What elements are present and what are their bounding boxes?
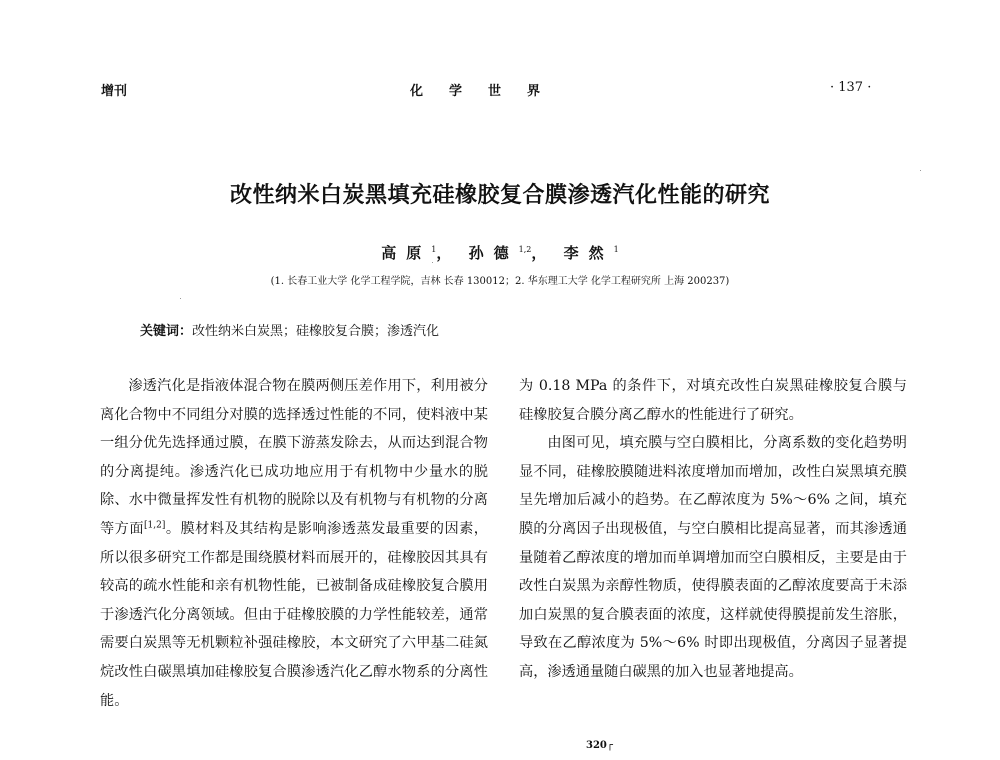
- scan-speck: [180, 298, 181, 299]
- body-column-right: [519, 372, 907, 687]
- author-list: [0, 242, 1000, 263]
- paragraph: [100, 372, 488, 715]
- paragraph: 为 0.18 MPa 的条件下，对填充改性白炭黑硅橡胶复合膜与硅橡胶复合膜分离乙醇水的性能进行了研究。: [519, 378, 907, 423]
- citation-ref: [1,2]: [144, 520, 166, 531]
- keywords: [140, 320, 439, 339]
- author-name: 高原: [381, 244, 432, 262]
- author-name: 孙德: [468, 244, 519, 262]
- paragraph-text: 。膜材料及其结构是影响渗透蒸发最重要的因素，所以很多研究工作都是围绕膜材料而展开的，硅橡胶因其具有较高的疏水性能和亲有机物性能，已被制备成硅橡胶复合膜用于渗透汽化分离领域。但由于硅橡胶膜的力学性能较差，通常需要白炭黑等无机颗粒补强硅橡胶，本文研究了六甲基二硅氮烷改性白碳黑填加硅橡胶复合膜渗透汽化乙醇水物系的分离性能。: [100, 520, 488, 709]
- running-header-left: 增刊: [101, 84, 128, 99]
- author-separator: ，: [531, 244, 547, 262]
- keywords-label: 关键词：: [140, 324, 193, 339]
- author: [564, 242, 619, 263]
- author: [381, 242, 451, 263]
- article-title: 改性纳米白炭黑填充硅橡胶复合膜渗透汽化性能的研究: [229, 183, 770, 208]
- author-affiliation-mark: 1,2: [518, 245, 532, 254]
- page-footer: 320┌: [586, 740, 613, 751]
- scan-speck: [432, 262, 433, 263]
- author-separator: ，: [436, 244, 452, 262]
- journal-name: 化学世界: [410, 84, 567, 99]
- paragraph-text: 渗透汽化是指液体混合物在膜两侧压差作用下，利用被分离化合物中不同组分对膜的选择透过性能的不同，使料液中某一组分优先选择通过膜，在膜下游蒸发除去，从而达到混合物的分离提纯。渗透汽化已成功地应用于有机物中少量水的脱除、水中微量挥发性有机物的脱除以及有机物与有机物的分离等方面: [100, 378, 488, 537]
- affiliation: (1. 长春工业大学 化学工程学院，吉林 长春 130012；2. 华东理工大学 化学工程研究所 上海 200237): [270, 276, 730, 287]
- scan-speck: [920, 170, 921, 171]
- body-column-left: [100, 372, 488, 715]
- author-affiliation-mark: 1: [431, 245, 437, 254]
- keywords-text: 改性纳米白炭黑；硅橡胶复合膜；渗透汽化: [192, 324, 440, 339]
- page-number: · 137 ·: [830, 80, 872, 95]
- author-affiliation-mark: 1: [613, 245, 619, 254]
- paragraph: 由图可见，填充膜与空白膜相比，分离系数的变化趋势明显不同，硅橡胶膜随进料浓度增加而增加，改性白炭黑填充膜呈先增加后减小的趋势。在乙醇浓度为 5%～6% 之间，填充膜的分离因子出现极值，与空白膜相比提高显著，而其渗透通量随着乙醇浓度的增加而单调增加而空白膜相反，主要是由于改性白炭黑为亲醇性物质，使得膜表面的乙醇浓度要高于未添加白炭黑的复合膜表面的浓度，这样就使得膜提前发生溶胀，导致在乙醇浓度为 5%～6% 时即出现极值，分离因子显著提高，渗透通量随白碳黑的加入也显著地提高。: [519, 435, 907, 680]
- author-name: 李然: [563, 244, 614, 262]
- author: [469, 242, 547, 263]
